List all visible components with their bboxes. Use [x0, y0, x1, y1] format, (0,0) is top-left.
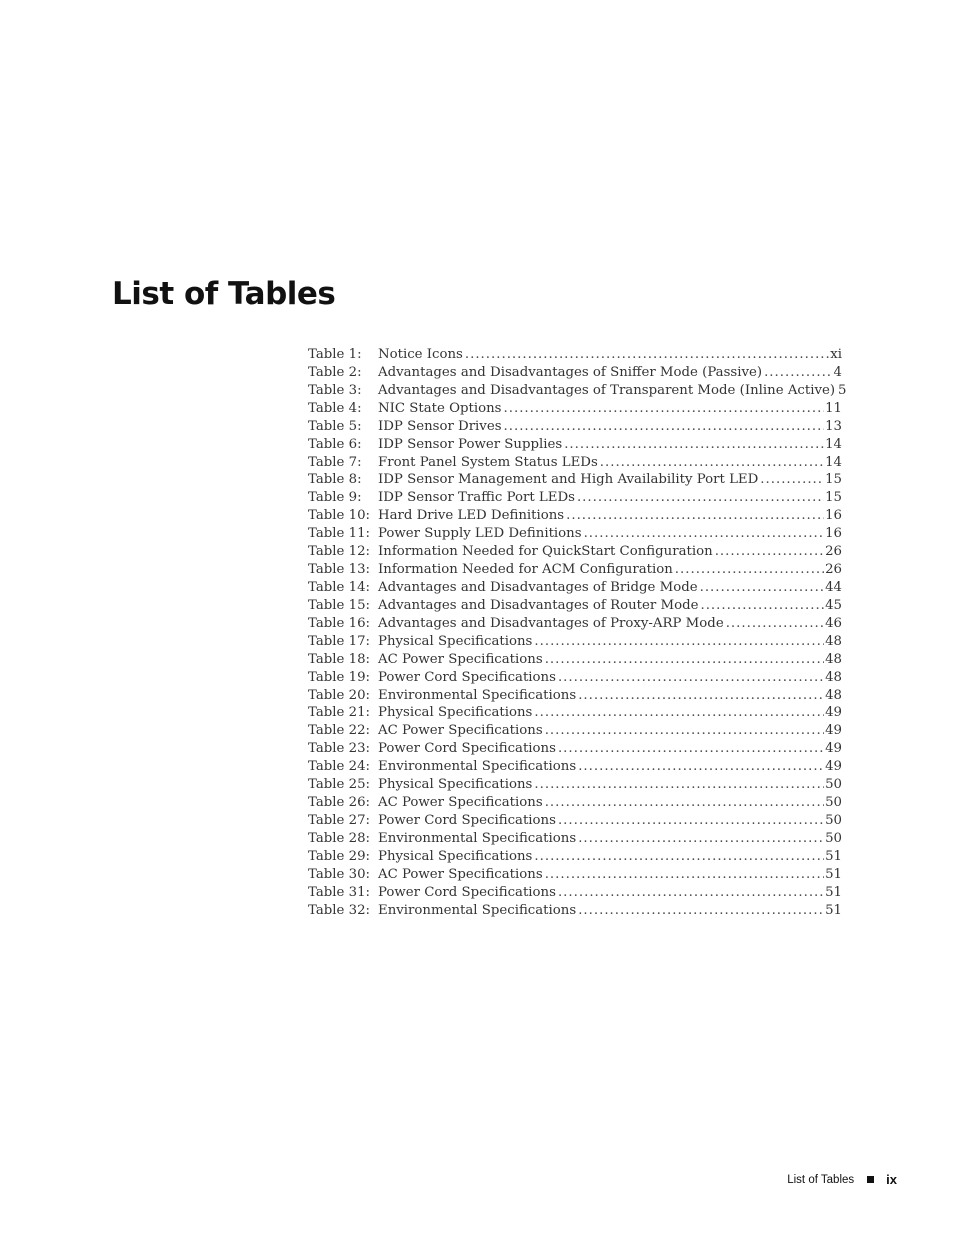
toc-entry-number: Table 20:	[308, 687, 371, 703]
toc-entry-page: 51	[825, 848, 842, 864]
toc-entry[interactable]	[308, 687, 842, 705]
dot-leader	[700, 579, 824, 597]
page-title: List of Tables	[112, 276, 336, 312]
toc-entry[interactable]	[308, 794, 842, 812]
dot-leader	[764, 364, 832, 382]
toc-entry-number: Table 23:	[308, 741, 371, 757]
toc-entry-title: Physical Specifications	[378, 777, 533, 793]
toc-entry-number: Table 22:	[308, 723, 371, 739]
toc-entry-title: Power Cord Specifications	[378, 669, 556, 685]
toc-entry-number: Table 29:	[308, 848, 371, 864]
toc-entry-page: 51	[825, 866, 842, 882]
dot-leader	[545, 722, 824, 740]
toc-entry-number: Table 30:	[308, 866, 371, 882]
toc-entry-title: Front Panel System Status LEDs	[378, 454, 598, 470]
toc-entry[interactable]	[308, 454, 842, 472]
footer-page-number: ix	[886, 1172, 897, 1187]
toc-entry-title: Advantages and Disadvantages of Router Mode	[378, 597, 699, 613]
page-footer	[787, 1172, 897, 1187]
toc-entry[interactable]	[308, 346, 842, 364]
toc-entry-number: Table 8:	[308, 472, 362, 488]
toc-entry-page: 13	[825, 418, 842, 434]
toc-entry-number: Table 21:	[308, 705, 371, 721]
dot-leader	[577, 489, 824, 507]
toc-entry-title: Power Cord Specifications	[378, 812, 556, 828]
toc-entry-page: 11	[825, 400, 842, 416]
toc-entry-page: 16	[825, 508, 842, 524]
toc-entry[interactable]	[308, 633, 842, 651]
toc-entry[interactable]	[308, 848, 842, 866]
dot-leader	[545, 651, 824, 669]
toc-entry-page: 44	[825, 579, 842, 595]
toc-entry-title: IDP Sensor Traffic Port LEDs	[378, 490, 575, 506]
toc-entry-title: Physical Specifications	[378, 848, 533, 864]
dot-leader	[760, 471, 824, 489]
toc-entry-number: Table 4:	[308, 400, 362, 416]
toc-entry-number: Table 25:	[308, 777, 371, 793]
dot-leader	[578, 902, 824, 920]
toc-entry[interactable]	[308, 615, 842, 633]
toc-entry[interactable]	[308, 830, 842, 848]
toc-entry-number: Table 2:	[308, 364, 362, 380]
toc-entry-page: 15	[825, 472, 842, 488]
toc-entry[interactable]	[308, 561, 842, 579]
toc-entry-title: Advantages and Disadvantages of Bridge Mode	[378, 579, 698, 595]
toc-entry-title: NIC State Options	[378, 400, 502, 416]
toc-entry-page: 50	[825, 795, 842, 811]
toc-entry-number: Table 24:	[308, 759, 371, 775]
toc-entry-number: Table 3:	[308, 382, 362, 398]
toc-entry-number: Table 12:	[308, 544, 371, 560]
toc-entry[interactable]	[308, 669, 842, 687]
toc-entry-title: Physical Specifications	[378, 705, 533, 721]
toc-entry[interactable]	[308, 436, 842, 454]
table-list	[308, 346, 847, 920]
toc-entry-number: Table 31:	[308, 884, 371, 900]
dot-leader	[715, 543, 824, 561]
dot-leader	[545, 794, 824, 812]
toc-entry-number: Table 28:	[308, 830, 371, 846]
toc-entry-number: Table 10:	[308, 508, 371, 524]
toc-entry-number: Table 1:	[308, 347, 362, 362]
toc-entry-number: Table 18:	[308, 651, 371, 667]
toc-entry-number: Table 13:	[308, 562, 371, 578]
toc-entry-title: Environmental Specifications	[378, 687, 577, 703]
dot-leader	[534, 848, 824, 866]
toc-entry[interactable]	[308, 364, 842, 382]
toc-entry-title: AC Power Specifications	[378, 651, 543, 667]
dot-leader	[558, 884, 824, 902]
toc-entry-number: Table 11:	[308, 526, 371, 542]
toc-entry-page: 49	[825, 705, 842, 721]
toc-entry-title: IDP Sensor Management and High Availability Port LED	[378, 472, 759, 488]
dot-leader	[600, 454, 824, 472]
toc-entry[interactable]	[308, 507, 842, 525]
toc-entry-number: Table 15:	[308, 597, 371, 613]
toc-entry[interactable]	[308, 400, 842, 418]
toc-entry-number: Table 27:	[308, 812, 371, 828]
dot-leader	[578, 758, 824, 776]
toc-entry-page: 49	[825, 741, 842, 757]
toc-entry-page: 46	[825, 615, 842, 631]
toc-entry-number: Table 26:	[308, 795, 371, 811]
toc-entry-page: 51	[825, 902, 842, 918]
dot-leader	[558, 740, 824, 758]
dot-leader	[584, 525, 825, 543]
toc-entry-page: 14	[825, 454, 842, 470]
toc-entry-title: Advantages and Disadvantages of Proxy-ARP Mode	[378, 615, 724, 631]
dot-leader	[675, 561, 824, 579]
toc-entry-page: 48	[825, 633, 842, 649]
toc-entry-page: 16	[825, 526, 842, 542]
toc-entry-page: 45	[825, 597, 842, 613]
toc-entry[interactable]	[308, 418, 842, 436]
toc-entry-number: Table 16:	[308, 615, 371, 631]
toc-entry[interactable]	[308, 579, 842, 597]
toc-entry-title: Advantages and Disadvantages of Transparent Mode (Inline Active)	[378, 382, 836, 398]
footer-section-label: List of Tables	[787, 1173, 855, 1186]
toc-entry-number: Table 7:	[308, 454, 362, 470]
toc-entry-page: 4	[833, 364, 842, 380]
dot-leader	[700, 597, 824, 615]
toc-entry-title: Information Needed for QuickStart Configuration	[378, 544, 713, 560]
toc-entry[interactable]	[308, 902, 842, 920]
dot-leader	[504, 418, 825, 436]
toc-entry[interactable]	[308, 471, 842, 489]
toc-entry-page: 14	[825, 436, 842, 452]
dot-leader	[558, 669, 824, 687]
toc-entry-title: IDP Sensor Power Supplies	[378, 436, 563, 452]
toc-entry-title: Notice Icons	[378, 347, 463, 362]
toc-entry-number: Table 6:	[308, 436, 362, 452]
toc-entry[interactable]	[308, 776, 842, 794]
dot-leader	[545, 866, 824, 884]
toc-entry[interactable]	[308, 382, 847, 400]
toc-entry-title: AC Power Specifications	[378, 723, 543, 739]
toc-entry-page: 26	[825, 544, 842, 560]
dot-leader	[534, 704, 824, 722]
dot-leader	[578, 687, 824, 705]
toc-entry-title: AC Power Specifications	[378, 866, 543, 882]
toc-entry-title: IDP Sensor Drives	[378, 418, 502, 434]
toc-entry-title: Information Needed for ACM Configuration	[378, 562, 673, 578]
toc-entry-page: 49	[825, 723, 842, 739]
dot-leader	[504, 400, 825, 418]
dot-leader	[534, 633, 824, 651]
dot-leader	[564, 436, 824, 454]
toc-entry-page: 26	[825, 562, 842, 578]
dot-leader	[566, 507, 824, 525]
toc-entry-page: 15	[825, 490, 842, 506]
toc-entry[interactable]	[308, 740, 842, 758]
toc-entry-title: Environmental Specifications	[378, 759, 577, 775]
toc-entry[interactable]	[308, 651, 842, 669]
toc-entry-title: AC Power Specifications	[378, 795, 543, 811]
toc-entry-title: Power Cord Specifications	[378, 884, 556, 900]
square-bullet-icon	[867, 1176, 874, 1183]
toc-entry-page: 50	[825, 777, 842, 793]
toc-entry-number: Table 9:	[308, 490, 362, 506]
toc-entry[interactable]	[308, 722, 842, 740]
toc-entry[interactable]	[308, 704, 842, 722]
toc-entry-page: 48	[825, 651, 842, 667]
toc-entry-page: xi	[830, 347, 842, 362]
toc-entry[interactable]	[308, 866, 842, 884]
toc-entry-title: Physical Specifications	[378, 633, 533, 649]
toc-entry-number: Table 19:	[308, 669, 371, 685]
toc-entry-title: Hard Drive LED Definitions	[378, 508, 565, 524]
toc-entry-page: 48	[825, 687, 842, 703]
toc-entry[interactable]	[308, 597, 842, 615]
toc-entry-page: 50	[825, 830, 842, 846]
dot-leader	[578, 830, 824, 848]
toc-entry-title: Power Supply LED Definitions	[378, 526, 582, 542]
toc-entry[interactable]	[308, 758, 842, 776]
toc-entry[interactable]	[308, 525, 842, 543]
toc-entry-title: Power Cord Specifications	[378, 741, 556, 757]
toc-entry-page: 48	[825, 669, 842, 685]
toc-entry-title: Environmental Specifications	[378, 830, 577, 846]
toc-entry[interactable]	[308, 543, 842, 561]
toc-entry-page: 49	[825, 759, 842, 775]
dot-leader	[465, 346, 829, 364]
dot-leader	[534, 776, 824, 794]
toc-entry[interactable]	[308, 489, 842, 507]
toc-entry-page: 5	[838, 382, 847, 398]
dot-leader	[558, 812, 824, 830]
toc-entry-number: Table 5:	[308, 418, 362, 434]
dot-leader	[726, 615, 824, 633]
toc-entry-page: 51	[825, 884, 842, 900]
toc-entry-number: Table 32:	[308, 902, 371, 918]
toc-entry-number: Table 17:	[308, 633, 371, 649]
toc-entry-number: Table 14:	[308, 579, 371, 595]
toc-entry[interactable]	[308, 884, 842, 902]
toc-entry-title: Advantages and Disadvantages of Sniffer Mode (Passive)	[378, 364, 763, 380]
toc-entry-title: Environmental Specifications	[378, 902, 577, 918]
toc-entry[interactable]	[308, 812, 842, 830]
toc-entry-page: 50	[825, 812, 842, 828]
